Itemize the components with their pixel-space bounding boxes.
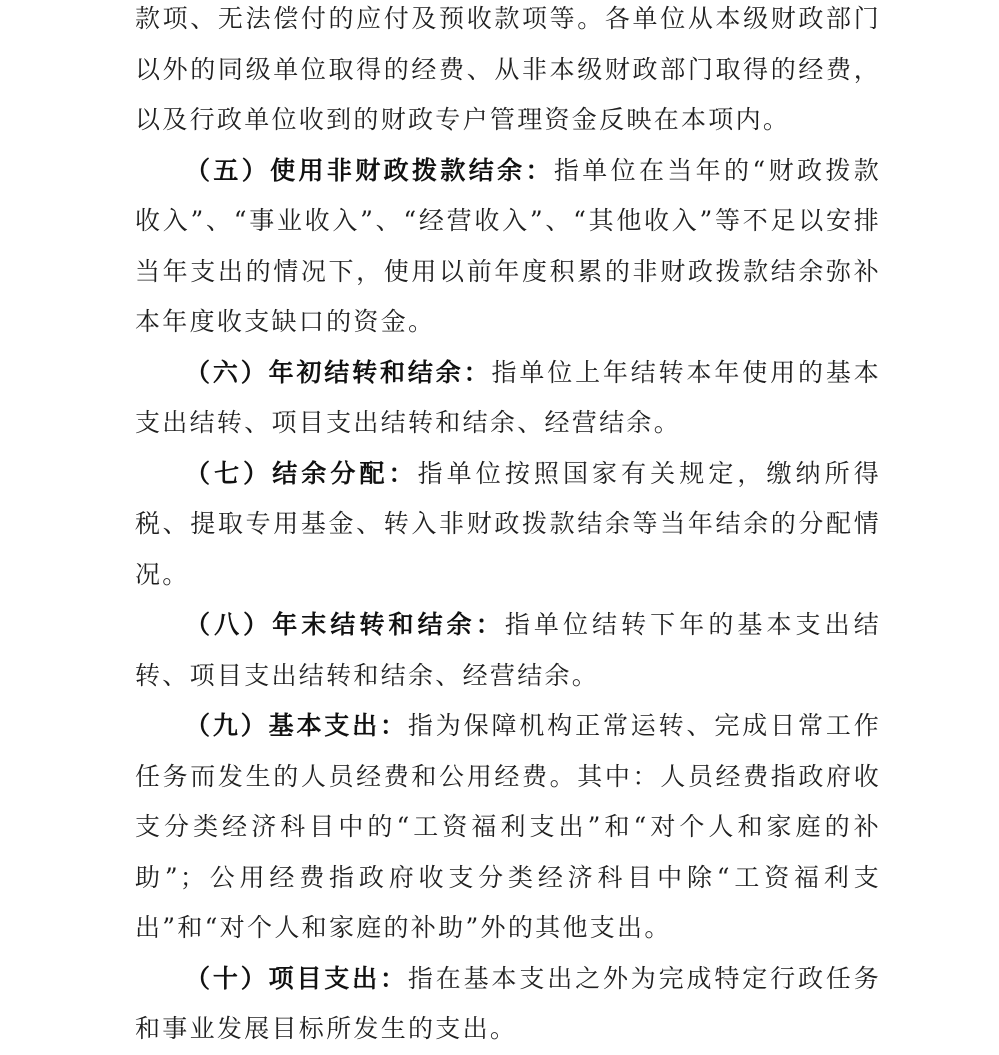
paragraph-body: 指单位上年结转本年使用的基本支出结转、项目支出结转和结余、经营结余。 [135, 357, 881, 437]
paragraph-7 [135, 449, 881, 601]
paragraph-body: 款项、无法偿付的应付及预收款项等。各单位从本级财政部门以外的同级单位取得的经费、从非本级财政部门取得的经费，以及行政单位收到的财政专户管理资金反映在本项内。 [135, 4, 881, 134]
paragraph-heading: （八）年末结转和结余： [185, 610, 505, 639]
paragraph-body: 指单位在当年的“财政拨款收入”、“事业收入”、“经营收入”、“其他收入”等不足以安排当年支出的情况下，使用以前年度积累的非财政拨款结余弥补本年度收支缺口的资金。 [135, 155, 881, 336]
paragraph-body: 指在基本支出之外为完成特定行政任务和事业发展目标所发生的支出。 [135, 963, 881, 1043]
paragraph-10 [135, 954, 881, 1055]
paragraph-continuation [135, 0, 881, 146]
document-page [135, 0, 881, 1055]
paragraph-heading: （七）结余分配： [185, 458, 418, 488]
paragraph-8 [135, 600, 881, 701]
paragraph-heading: （九）基本支出： [185, 711, 408, 740]
paragraph-body: 指单位结转下年的基本支出结转、项目支出结转和结余、经营结余。 [135, 610, 881, 690]
paragraph-heading: （五）使用非财政拨款结余： [185, 155, 554, 185]
paragraph-9 [135, 701, 881, 954]
paragraph-body: 指为保障机构正常运转、完成日常工作任务而发生的人员经费和公用经费。其中：人员经费指政府收支分类经济科目中的“工资福利支出”和“对个人和家庭的补助”；公用经费指政府收支分类经济科目中除“工资福利支出”和“对个人和家庭的补助”外的其他支出。 [135, 711, 881, 942]
paragraph-heading: （六）年初结转和结余： [185, 357, 492, 387]
paragraph-body: 指单位按照国家有关规定，缴纳所得税、提取专用基金、转入非财政拨款结余等当年结余的分配情况。 [135, 458, 881, 589]
paragraph-5 [135, 146, 881, 348]
paragraph-heading: （十）项目支出： [185, 963, 408, 993]
paragraph-6 [135, 348, 881, 449]
